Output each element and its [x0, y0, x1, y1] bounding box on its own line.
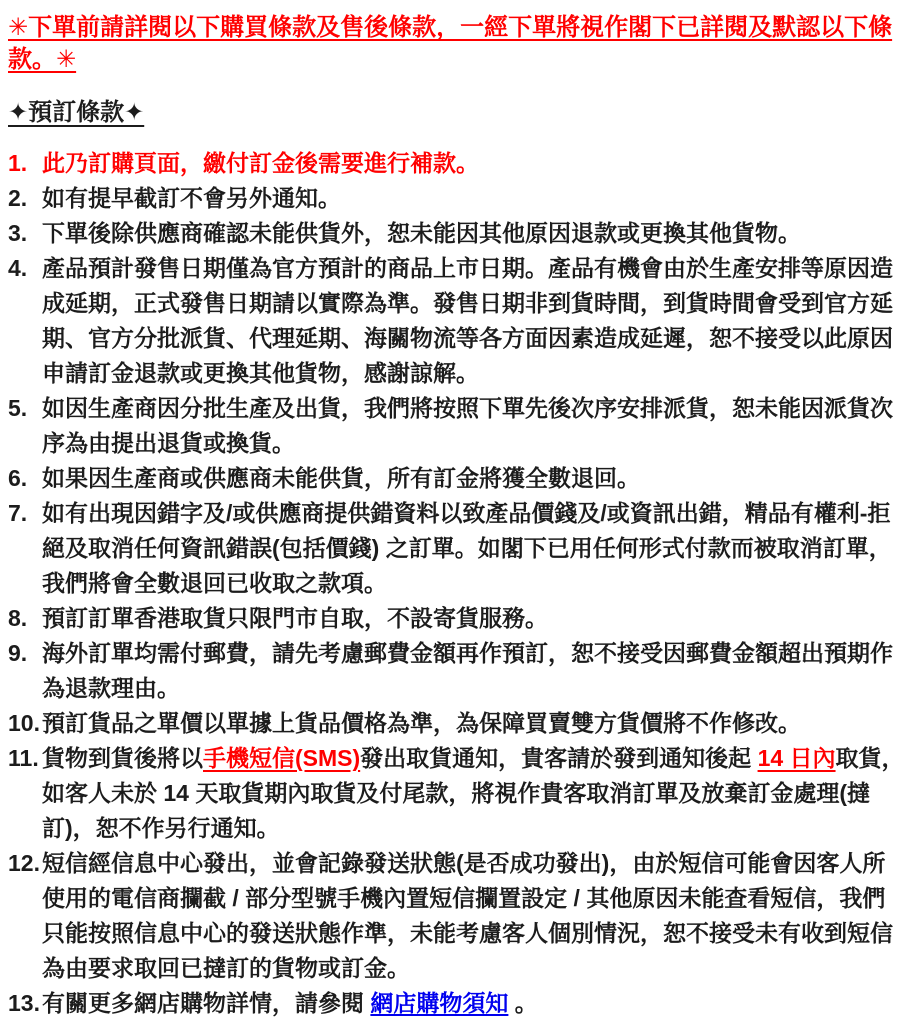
term-item-1 [8, 146, 907, 181]
term-text-segment: 短信經信息中心發出，並會記錄發送狀態(是否成功發出)，由於短信可能會因客人所使用的電信商攔截 / 部分型號手機內置短信攔置設定 / 其他原因未能查看短信，我們只能按照信息中心的發送狀態作準，未能考慮客人個別情況，恕不接受未有收到短信為由要求取回已撻訂的貨物或訂金。 [42, 849, 893, 981]
term-number: 8. [8, 604, 28, 631]
term-text-segment: 產品預計發售日期僅為官方預計的商品上市日期。產品有機會由於生產安排等原因造成延期，正式發售日期請以實際為準。發售日期非到貨時間，到貨時間會受到官方延期、官方分批派貨、代理延期、海關物流等各方面因素造成延遲，恕不接受以此原因申請訂金退款或更換其他貨物，感謝諒解。 [42, 254, 893, 386]
term-text-segment: 預訂貨品之單價以單據上貨品價格為準，為保障買賣雙方貨價將不作修改。 [42, 709, 801, 736]
term-text [42, 181, 907, 216]
term-text [42, 636, 907, 706]
term-number: 12. [8, 849, 40, 876]
term-text [42, 846, 907, 986]
term-text-segment: 下單後除供應商確認未能供貨外，恕未能因其他原因退款或更換其他貨物。 [42, 219, 801, 246]
term-text [42, 251, 907, 391]
term-item-7 [8, 496, 907, 601]
term-text [42, 496, 907, 601]
term-number: 7. [8, 499, 28, 526]
term-item-9 [8, 636, 907, 706]
term-item-4 [8, 251, 907, 391]
term-text-segment: 如有出現因錯字及/或供應商提供錯資料以致產品價錢及/或資訊出錯，精品有權利-拒絕及取消任何資訊錯誤(包括價錢) 之訂單。如閣下已用任何形式付款而被取消訂單，我們將會全數退回已收取之款項。 [42, 499, 892, 596]
term-number: 1. [8, 149, 28, 176]
term-text [42, 216, 907, 251]
term-item-13 [8, 986, 907, 1021]
term-number: 3. [8, 219, 28, 246]
term-text-segment: 貨物到貨後將以 [42, 744, 203, 771]
term-text-segment: 如果因生產商或供應商未能供貨，所有訂金將獲全數退回。 [42, 464, 640, 491]
term-text [42, 391, 907, 461]
term-item-2 [8, 181, 907, 216]
term-number: 6. [8, 464, 28, 491]
term-item-6 [8, 461, 907, 496]
term-text-segment: 有關更多網店購物詳情，請參閱 [42, 989, 371, 1016]
term-text-segment: 14 日內 [757, 744, 836, 771]
term-number: 4. [8, 254, 28, 281]
term-text [42, 146, 907, 181]
term-text [42, 461, 907, 496]
term-item-12 [8, 846, 907, 986]
terms-list [8, 146, 907, 1021]
section-heading: ✦預訂條款✦ [8, 98, 145, 126]
term-number: 11. [8, 744, 39, 771]
term-text [42, 986, 907, 1021]
term-item-8 [8, 601, 907, 636]
term-text-segment: 如有提早截訂不會另外通知。 [42, 184, 341, 211]
term-number: 13. [8, 989, 40, 1016]
term-text [42, 741, 907, 846]
term-number: 10. [8, 709, 40, 736]
shop-guide-link[interactable]: 網店購物須知 [370, 989, 509, 1016]
term-text [42, 601, 907, 636]
term-text-segment: 此乃訂購頁面，繳付訂金後需要進行補款。 [42, 149, 479, 176]
term-text-segment: 預訂訂單香港取貨只限門市自取，不設寄貨服務。 [42, 604, 548, 631]
term-number: 5. [8, 394, 28, 421]
page-title: ✳下單前請詳閱以下購買條款及售後條款，一經下單將視作閣下已詳閱及默認以下條款。✳ [8, 14, 893, 74]
term-item-11 [8, 741, 907, 846]
term-text-segment: 手機短信(SMS) [203, 744, 361, 771]
term-number: 9. [8, 639, 28, 666]
term-text-segment: 取貨，如客人未於 14 天取貨期內取貨及付尾款，將視作貴客取消訂單及放棄訂金處理(撻訂)，恕不作另行通知。 [42, 744, 905, 841]
term-item-3 [8, 216, 907, 251]
term-number: 2. [8, 184, 28, 211]
term-text-segment: 。 [508, 989, 538, 1016]
term-item-5 [8, 391, 907, 461]
term-item-10 [8, 706, 907, 741]
term-text-segment: 發出取貨通知，貴客請於發到通知後起 [360, 744, 758, 771]
term-text-segment: 如因生產商因分批生產及出貨，我們將按照下單先後次序安排派貨，恕未能因派貨次序為由提出退貨或換貨。 [42, 394, 893, 456]
term-text-segment: 海外訂單均需付郵費，請先考慮郵費金額再作預訂，恕不接受因郵費金額超出預期作為退款理由。 [42, 639, 893, 701]
term-text [42, 706, 907, 741]
